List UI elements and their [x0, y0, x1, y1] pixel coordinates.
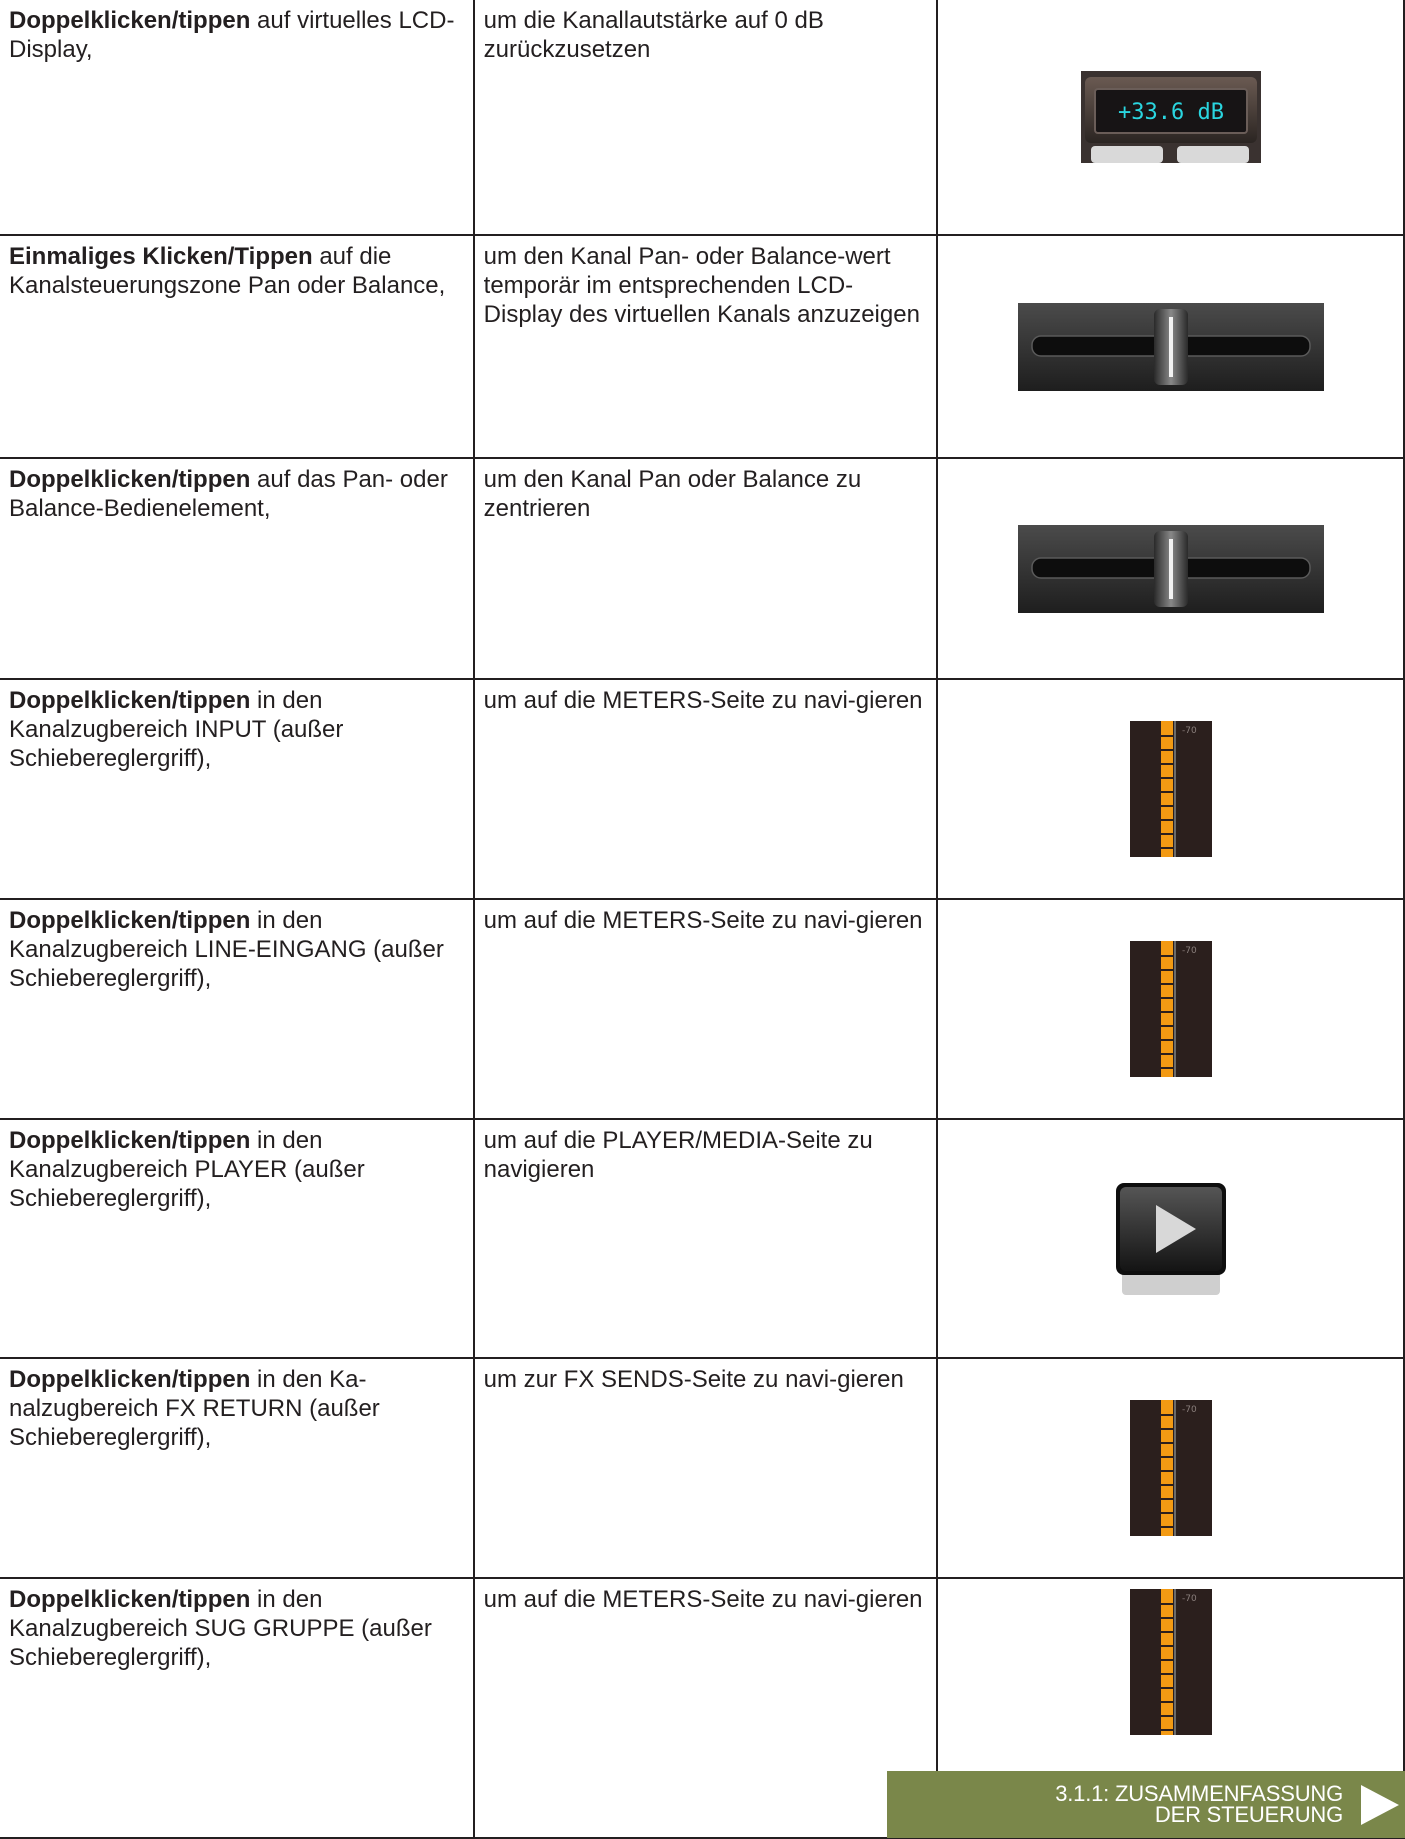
action-bold: Einmaliges Klicken/Tippen — [9, 243, 313, 270]
action-bold: Doppelklicken/tippen — [9, 1127, 251, 1154]
action-text: auf das Pan- oder Balance-Bedienelement, — [9, 466, 448, 522]
illustration-cell — [937, 1358, 1404, 1578]
next-section-label — [1055, 1783, 1343, 1825]
illustration-cell — [937, 1119, 1404, 1358]
table-row — [0, 679, 1404, 899]
action-cell — [0, 899, 474, 1119]
illustration-cell — [937, 458, 1404, 679]
table-row — [0, 1358, 1404, 1578]
table-row — [0, 0, 1404, 235]
action-bold: Doppelklicken/tippen — [9, 687, 251, 714]
meter-scale-label: -70 — [1181, 1594, 1197, 1604]
table-row — [0, 458, 1404, 679]
action-bold: Doppelklicken/tippen — [9, 7, 251, 34]
action-cell — [0, 0, 474, 235]
action-cell — [0, 679, 474, 899]
action-text: in den Kanalzugbereich INPUT (außer Schiebereglergriff), — [9, 687, 344, 772]
meter-scale-label: -70 — [1181, 726, 1197, 736]
action-text: in den Kanalzugbereich PLAYER (außer Schiebereglergriff), — [9, 1127, 365, 1212]
meter-strip-illustration — [1130, 721, 1212, 857]
play-button-illustration — [1116, 1183, 1226, 1295]
action-bold: Doppelklicken/tippen — [9, 907, 251, 934]
meter-scale-label: -70 — [1181, 1405, 1197, 1415]
lcd-readout: +33.6 dB — [1117, 100, 1224, 125]
action-text: auf virtuelles LCD-Display, — [9, 7, 455, 63]
lcd-display-illustration — [1081, 71, 1261, 163]
illustration-cell — [937, 679, 1404, 899]
table-row — [0, 235, 1404, 458]
pan-slider-illustration — [1018, 303, 1324, 391]
action-cell — [0, 235, 474, 458]
illustration-cell — [937, 0, 1404, 235]
action-cell — [0, 1358, 474, 1578]
illustration-cell — [937, 235, 1404, 458]
result-cell: um zur FX SENDS-Seite zu navi-gieren — [474, 1358, 938, 1578]
action-text: in den Ka-nalzugbereich FX RETURN (außer Schiebereglergriff), — [9, 1366, 380, 1451]
next-section-line2: DER STEUERUNG — [1154, 1802, 1343, 1827]
result-cell: um den Kanal Pan oder Balance zu zentrieren — [474, 458, 938, 679]
action-bold: Doppelklicken/tippen — [9, 466, 251, 493]
next-section-line1: 3.1.1: ZUSAMMENFASSUNG — [1055, 1781, 1343, 1806]
result-cell: um die Kanallautstärke auf 0 dB zurückzusetzen — [474, 0, 938, 235]
action-bold: Doppelklicken/tippen — [9, 1366, 251, 1393]
action-cell — [0, 1578, 474, 1838]
result-cell: um auf die PLAYER/MEDIA-Seite zu navigieren — [474, 1119, 938, 1358]
action-bold: Doppelklicken/tippen — [9, 1586, 251, 1613]
result-cell: um den Kanal Pan- oder Balance-wert temporär im entsprechenden LCD-Display des virtuellen Kanals anzuzeigen — [474, 235, 938, 458]
action-cell — [0, 1119, 474, 1358]
action-text: in den Kanalzugbereich SUG GRUPPE (außer Schiebereglergriff), — [9, 1586, 432, 1671]
action-cell — [0, 458, 474, 679]
pan-slider-illustration — [1018, 525, 1324, 613]
table-row — [0, 899, 1404, 1119]
table-row — [0, 1119, 1404, 1358]
action-text: in den Kanalzugbereich LINE-EINGANG (außer Schiebereglergriff), — [9, 907, 444, 992]
result-cell: um auf die METERS-Seite zu navi-gieren — [474, 679, 938, 899]
result-cell: um auf die METERS-Seite zu navi-gieren — [474, 899, 938, 1119]
play-arrow-icon[interactable] — [1359, 1783, 1401, 1827]
meter-strip-illustration — [1130, 941, 1212, 1077]
action-text: auf die Kanalsteuerungszone Pan oder Balance, — [9, 243, 446, 299]
meter-strip-illustration — [1130, 1400, 1212, 1536]
result-cell: um auf die METERS-Seite zu navi-gieren — [474, 1578, 938, 1838]
illustration-cell — [937, 899, 1404, 1119]
meter-strip-illustration — [1130, 1589, 1212, 1735]
meter-scale-label: -70 — [1181, 946, 1197, 956]
next-section-link[interactable] — [887, 1771, 1405, 1838]
